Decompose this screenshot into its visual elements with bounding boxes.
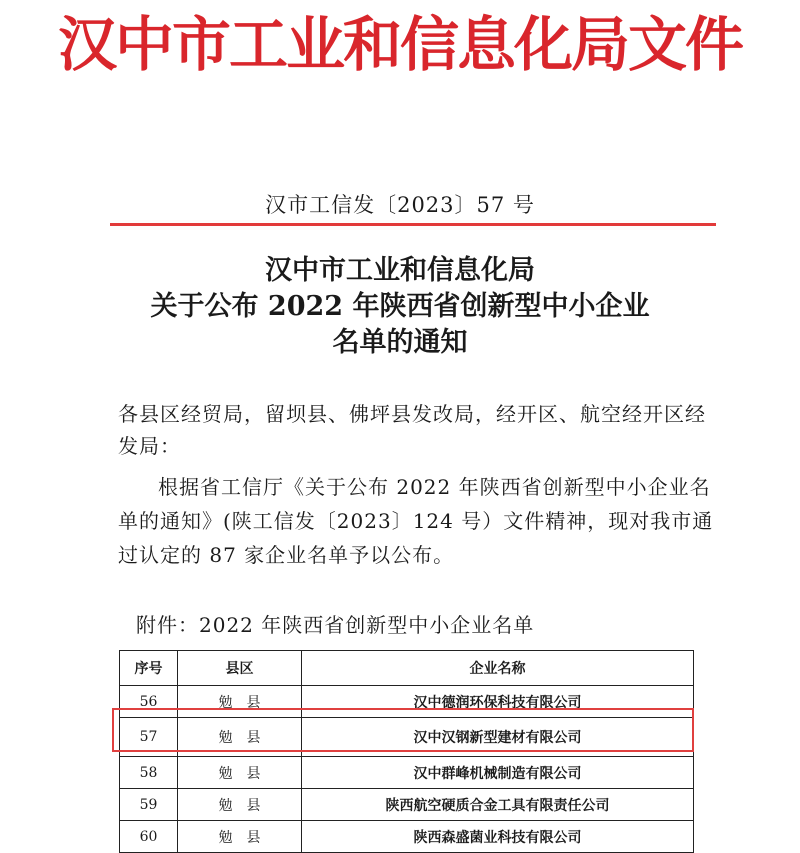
row-company: 陕西航空硬质合金工具有限责任公司 bbox=[302, 789, 694, 821]
row-county: 勉 县 bbox=[178, 821, 302, 853]
table-row bbox=[120, 821, 694, 853]
row-county: 勉 县 bbox=[178, 686, 302, 718]
table-row bbox=[120, 789, 694, 821]
table-row-highlighted bbox=[120, 718, 694, 757]
header-county: 县区 bbox=[178, 651, 302, 686]
notice-title-line-1: 汉中市工业和信息化局 bbox=[265, 255, 535, 286]
row-company: 汉中德润环保科技有限公司 bbox=[302, 686, 694, 718]
row-company: 陕西森盛菌业科技有限公司 bbox=[302, 821, 694, 853]
notice-title-line-2: 关于公布 2022 年陕西省创新型中小企业 bbox=[150, 291, 650, 322]
document-header-title: 汉中市工业和信息化局文件 bbox=[57, 10, 742, 79]
enterprise-list-table bbox=[119, 650, 694, 853]
body-paragraph-line-1: 根据省工信厅《关于公布 2022 年陕西省创新型中小企业名 bbox=[158, 475, 711, 499]
document-number: 汉市工信发〔2023〕57 号 bbox=[265, 193, 535, 217]
row-company: 汉中汉钢新型建材有限公司 bbox=[302, 718, 694, 757]
row-county: 勉 县 bbox=[178, 757, 302, 789]
row-seq: 57 bbox=[120, 718, 178, 757]
row-seq: 60 bbox=[120, 821, 178, 853]
header-seq: 序号 bbox=[120, 651, 178, 686]
body-paragraph-line-3: 过认定的 87 家企业名单予以公布。 bbox=[118, 543, 455, 567]
row-county: 勉 县 bbox=[178, 789, 302, 821]
table-row bbox=[120, 686, 694, 718]
recipients-line-1: 各县区经贸局，留坝县、佛坪县发改局，经开区、航空经开区经 bbox=[118, 402, 706, 426]
row-seq: 58 bbox=[120, 757, 178, 789]
notice-title-line-3: 名单的通知 bbox=[332, 327, 468, 358]
row-seq: 59 bbox=[120, 789, 178, 821]
recipients-line-2: 发局： bbox=[118, 434, 181, 458]
body-paragraph-line-2: 单的通知》(陕工信发〔2023〕124 号）文件精神，现对我市通 bbox=[118, 509, 714, 533]
row-county: 勉 县 bbox=[178, 718, 302, 757]
row-seq: 56 bbox=[120, 686, 178, 718]
table-row bbox=[120, 757, 694, 789]
header-company: 企业名称 bbox=[302, 651, 694, 686]
red-divider-line bbox=[110, 223, 716, 226]
attachment-label: 附件：2022 年陕西省创新型中小企业名单 bbox=[136, 613, 535, 637]
row-company: 汉中群峰机械制造有限公司 bbox=[302, 757, 694, 789]
table-header-row bbox=[120, 651, 694, 686]
